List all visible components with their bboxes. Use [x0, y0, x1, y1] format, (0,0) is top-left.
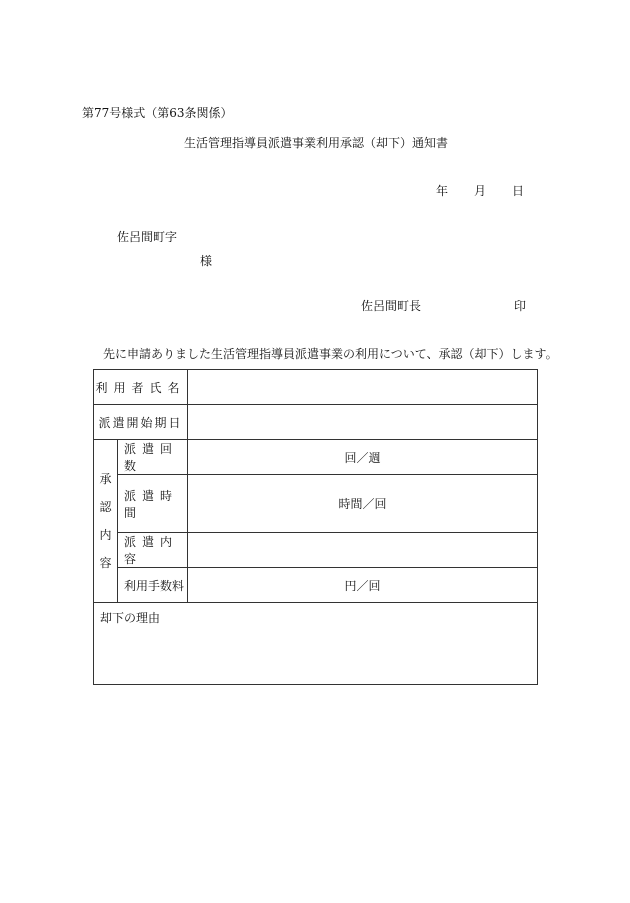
- sender-title: 佐呂間町長: [361, 299, 422, 313]
- seal-mark: 印: [514, 299, 527, 313]
- user-name-field: [188, 370, 538, 405]
- dispatch-content-label: 派遣内容: [118, 533, 188, 568]
- date-day-label: 日: [511, 184, 524, 198]
- date-year-label: 年: [435, 184, 448, 198]
- date-month-label: 月: [473, 184, 486, 198]
- recipient-honorific: 様: [200, 254, 213, 268]
- dispatch-content-field: [188, 533, 538, 568]
- approval-char-3: 内: [99, 528, 112, 542]
- approval-char-1: 承: [99, 472, 112, 486]
- table-row-rejection-reason: [94, 603, 538, 685]
- dispatch-count-label: 派遣回数: [118, 440, 188, 475]
- dispatch-time-label: 派遣時間: [118, 475, 188, 533]
- start-date-field: [188, 405, 538, 440]
- user-name-label: 利用者氏名: [94, 370, 188, 405]
- approval-char-2: 認: [99, 500, 112, 514]
- approval-char-4: 容: [99, 556, 112, 570]
- start-date-label: 派遣開始期日: [94, 405, 188, 440]
- table-row-user-name: [94, 370, 538, 405]
- table-row-fee: [94, 568, 538, 603]
- rejection-reason-label: 却下の理由: [94, 603, 538, 685]
- table-row-dispatch-count: [94, 440, 538, 475]
- approval-content-group-label: [94, 440, 118, 603]
- table-row-dispatch-content: [94, 533, 538, 568]
- dispatch-time-unit: 時間／回: [188, 475, 538, 533]
- recipient-address: 佐呂間町字: [117, 230, 178, 244]
- body-text: 先に申請ありました生活管理指導員派遣事業の利用について、承認（却下）します。: [103, 347, 558, 361]
- date-line: [436, 184, 524, 198]
- fee-label: 利用手数料: [118, 568, 188, 603]
- table-row-dispatch-time: [94, 475, 538, 533]
- document-title: 生活管理指導員派遣事業利用承認（却下）通知書: [183, 136, 448, 150]
- approval-table: [93, 369, 538, 685]
- dispatch-count-unit: 回／週: [188, 440, 538, 475]
- table-row-start-date: [94, 405, 538, 440]
- fee-unit: 円／回: [188, 568, 538, 603]
- form-number: 第77号様式（第63条関係）: [82, 106, 233, 120]
